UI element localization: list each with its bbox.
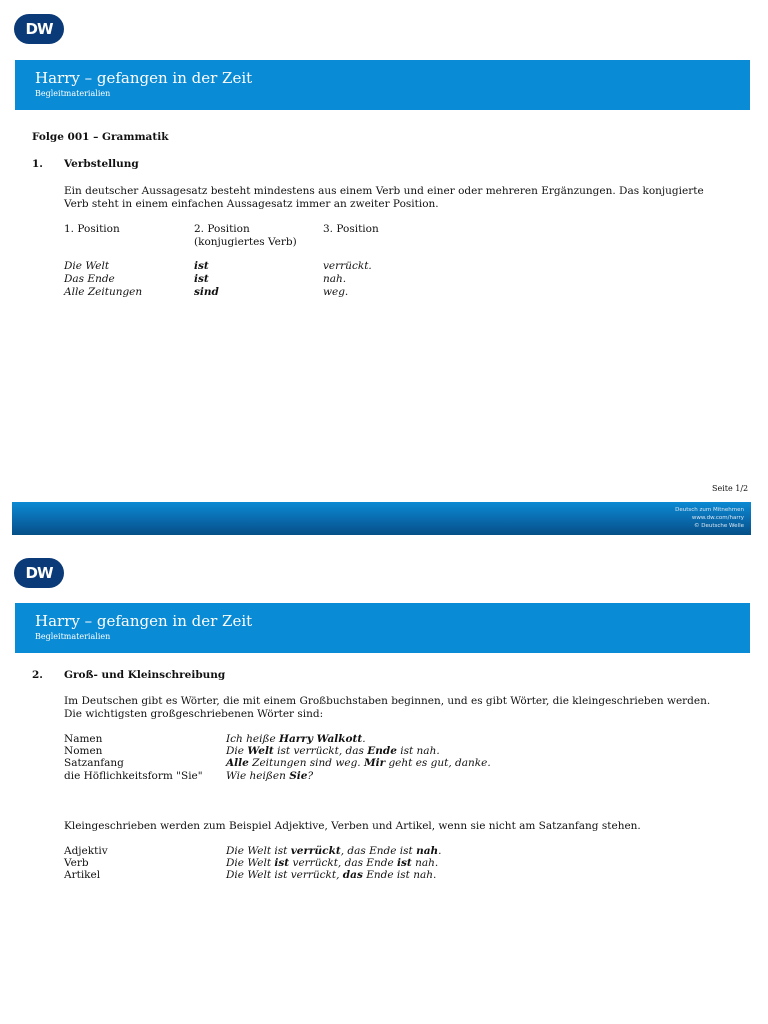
- section-title: Groß- und Kleinschreibung: [64, 669, 226, 681]
- header-bar: [15, 603, 750, 653]
- example-sentence: Die Welt ist verrückt, das Ende ist nah.: [226, 745, 440, 757]
- table-cell: weg.: [323, 286, 349, 298]
- table-cell: sind: [194, 286, 219, 298]
- section-number: 2.: [32, 669, 43, 681]
- column-header: 2. Position: [194, 223, 250, 235]
- dw-logo: DW: [14, 14, 64, 44]
- footer-line: © Deutsche Welle: [694, 523, 744, 529]
- folge-heading: Folge 001 – Grammatik: [32, 131, 169, 143]
- example-sentence: Die Welt ist verrückt, das Ende ist nah.: [226, 845, 442, 857]
- example-label: Namen: [64, 733, 103, 745]
- example-label: Adjektiv: [64, 845, 108, 857]
- example-label: Satzanfang: [64, 757, 124, 769]
- example-sentence: Ich heiße Harry Walkott.: [226, 733, 366, 745]
- example-sentence: Alle Zeitungen sind weg. Mir geht es gut, danke.: [226, 757, 491, 769]
- column-header: 1. Position: [64, 223, 120, 235]
- table-cell: nah.: [323, 273, 347, 285]
- dw-logo: DW: [14, 558, 64, 588]
- page-title: Harry – gefangen in der Zeit: [35, 69, 253, 87]
- intro-paragraph: Ein deutscher Aussagesatz besteht mindestens aus einem Verb und einer oder mehreren Ergänzungen. Das konjugierte Verb steht in einem einfachen Aussagesatz immer an zweiter Position.: [64, 185, 704, 210]
- footer-bar: [12, 502, 751, 535]
- section-number: 1.: [32, 158, 43, 170]
- page-subtitle: Begleitmaterialien: [35, 89, 111, 98]
- example-sentence: Die Welt ist verrückt, das Ende ist nah.: [226, 857, 439, 869]
- page-number: Seite 1/2: [712, 484, 749, 493]
- column-note: (konjugiertes Verb): [194, 236, 297, 248]
- table-cell: ist: [194, 273, 209, 285]
- table-cell: ist: [194, 260, 209, 272]
- table-cell: Die Welt: [64, 260, 110, 272]
- footer-line: www.dw.com/harry: [691, 515, 744, 521]
- table-cell: Das Ende: [64, 273, 115, 285]
- page-subtitle: Begleitmaterialien: [35, 632, 111, 641]
- example-label: Artikel: [64, 869, 101, 881]
- footer-line: Deutsch zum Mitnehmen: [675, 507, 744, 513]
- header-bar: [15, 60, 750, 110]
- lowercase-intro: Kleingeschrieben werden zum Beispiel Adjektive, Verben und Artikel, wenn sie nicht am Satzanfang stehen.: [64, 820, 641, 832]
- page-title: Harry – gefangen in der Zeit: [35, 612, 253, 630]
- table-cell: Alle Zeitungen: [64, 286, 143, 298]
- example-label: Verb: [64, 857, 89, 869]
- example-sentence: Die Welt ist verrückt, das Ende ist nah.: [226, 869, 437, 881]
- example-sentence: Wie heißen Sie?: [226, 770, 314, 782]
- intro-paragraph: Im Deutschen gibt es Wörter, die mit einem Großbuchstaben beginnen, und es gibt Wörter, die kleingeschrieben werden. Die wichtigsten großgeschriebenen Wörter sind:: [64, 695, 711, 720]
- column-header: 3. Position: [323, 223, 379, 235]
- example-label: die Höflichkeitsform "Sie": [64, 770, 203, 782]
- example-label: Nomen: [64, 745, 103, 757]
- section-title: Verbstellung: [64, 158, 139, 170]
- table-cell: verrückt.: [323, 260, 372, 272]
